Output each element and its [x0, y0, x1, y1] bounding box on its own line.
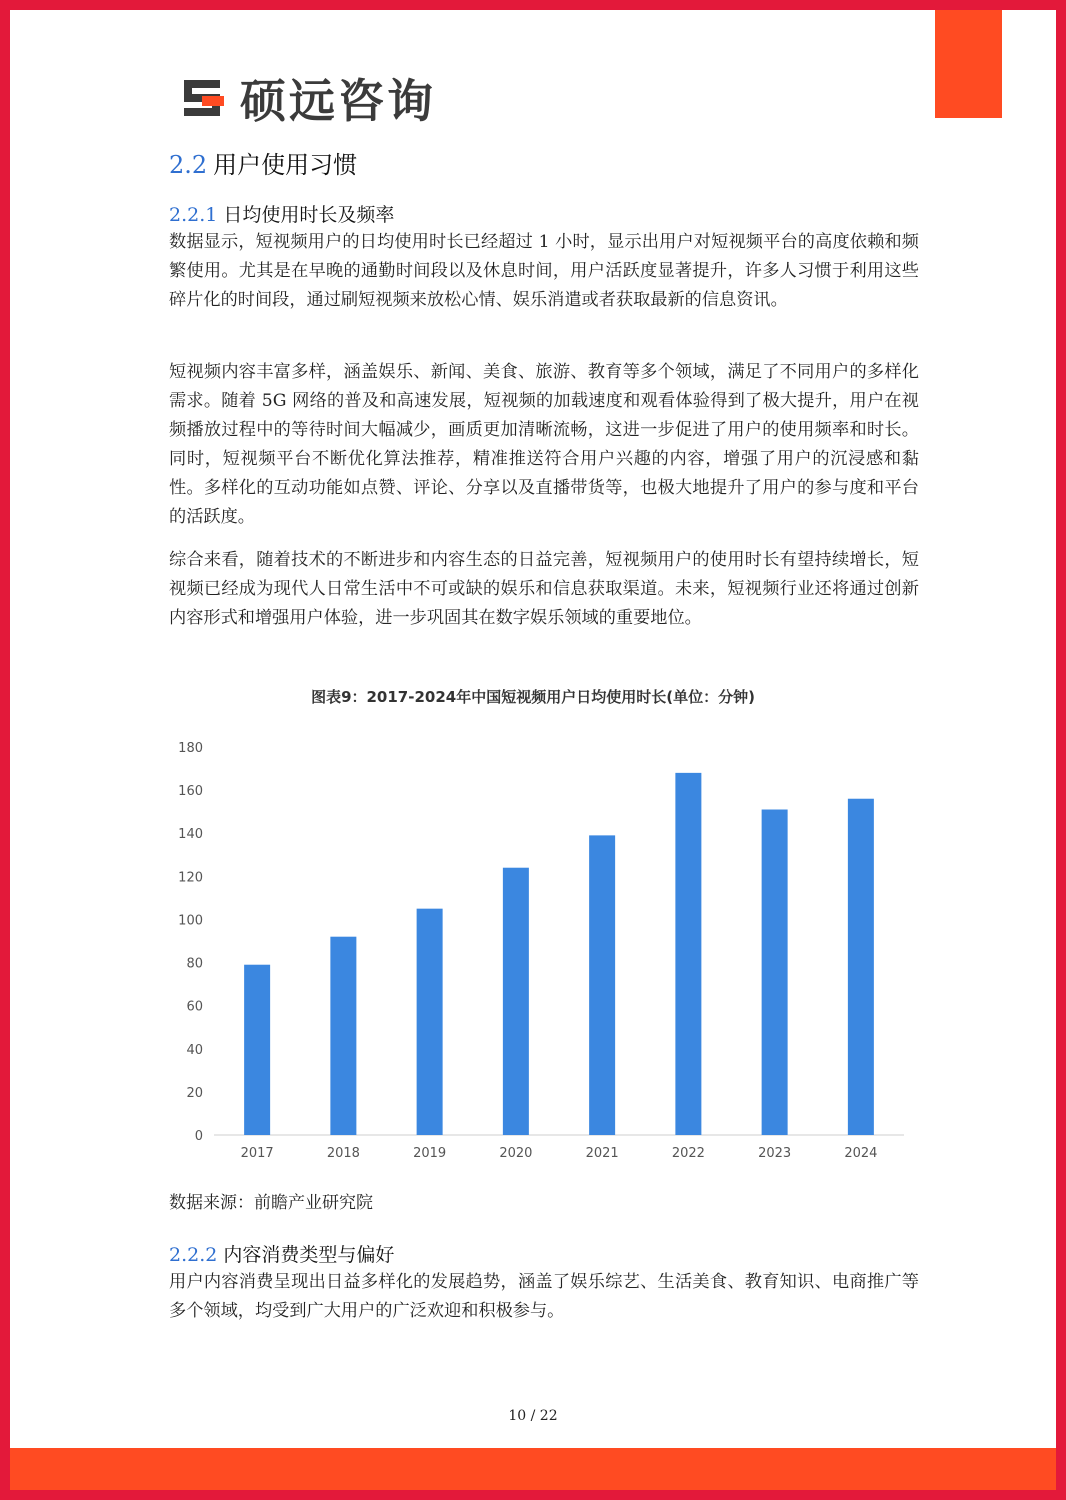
brand-name: 硕远咨询 — [240, 74, 436, 128]
x-tick-label: 2024 — [844, 1146, 878, 1161]
paragraph-2: 短视频内容丰富多样，涵盖娱乐、新闻、美食、旅游、教育等多个领域，满足了不同用户的多样化需求。随着 5G 网络的普及和高速发展，短视频的加载速度和观看体验得到了极大提升，用户在视频播放过程中的等待时间大幅减少，画质更加清晰流畅，这进一步促进了用户的使用频率和时长。同时，短视频平台不断优化算法推荐，精准推送符合用户兴趣的内容，增强了用户的沉浸感和黏性。多样化的互动功能如点赞、评论、分享以及直播带货等，也极大地提升了用户的参与度和平台的活跃度。 — [169, 362, 919, 527]
subsection-title-1: 日均使用时长及频率 — [223, 204, 395, 226]
bar-2017 — [244, 965, 270, 1135]
section-heading — [169, 145, 357, 180]
x-tick-label: 2022 — [671, 1146, 705, 1161]
bar-2020 — [503, 868, 529, 1135]
page-number: 10 / 22 — [508, 1408, 558, 1424]
chart-title: 图表9：2017-2024年中国短视频用户日均使用时长(单位：分钟) — [311, 688, 755, 706]
bar-2021 — [589, 835, 615, 1135]
bar-2022 — [675, 773, 701, 1135]
y-tick-label: 0 — [194, 1129, 203, 1144]
paragraph-1: 数据显示，短视频用户的日均使用时长已经超过 1 小时，显示出用户对短视频平台的高度依赖和频繁使用。尤其是在早晚的通勤时间段以及休息时间，用户活跃度显著提升，许多人习惯于利用这些碎片化的时间段，通过刷短视频来放松心情、娱乐消遣或者获取最新的信息资讯。 — [169, 232, 919, 310]
y-tick-label: 180 — [178, 741, 203, 756]
section-title: 用户使用习惯 — [213, 151, 358, 179]
y-tick-label: 160 — [178, 784, 203, 800]
bar-2019 — [417, 909, 443, 1135]
y-tick-label: 60 — [186, 999, 203, 1015]
subsection-title-2: 内容消费类型与偏好 — [223, 1244, 395, 1266]
bar-2018 — [330, 937, 356, 1135]
bar-chart — [169, 725, 909, 1175]
x-tick-label: 2021 — [585, 1146, 619, 1161]
subsection-heading-1 — [169, 200, 394, 227]
brand-logo — [180, 70, 436, 126]
paragraph-3: 综合来看，随着技术的不断进步和内容生态的日益完善，短视频用户的使用时长有望持续增长，短视频已经成为现代人日常生活中不可或缺的娱乐和信息获取渠道。未来，短视频行业还将通过创新内容形式和增强用户体验，进一步巩固其在数字娱乐领域的重要地位。 — [169, 550, 919, 628]
y-tick-label: 20 — [186, 1085, 203, 1101]
x-tick-label: 2018 — [326, 1146, 360, 1161]
x-tick-label: 2019 — [413, 1146, 447, 1161]
brand-logo-icon — [180, 76, 228, 120]
bar-2024 — [848, 799, 874, 1135]
document-page — [10, 10, 1056, 1490]
footer-bar — [10, 1448, 1056, 1490]
data-source: 数据来源：前瞻产业研究院 — [169, 1193, 373, 1213]
subsection-number-1: 2.2.1 — [169, 204, 218, 226]
x-tick-label: 2023 — [758, 1146, 792, 1161]
y-tick-label: 100 — [178, 913, 203, 929]
corner-accent-block — [935, 10, 1002, 118]
section-number: 2.2 — [169, 151, 208, 179]
y-tick-label: 140 — [178, 827, 203, 843]
x-tick-label: 2020 — [499, 1146, 533, 1161]
y-tick-label: 80 — [186, 956, 203, 972]
bar-2023 — [762, 810, 788, 1135]
y-tick-label: 120 — [178, 870, 203, 886]
x-tick-label: 2017 — [240, 1146, 274, 1161]
subsection-number-2: 2.2.2 — [169, 1244, 218, 1266]
y-tick-label: 40 — [186, 1042, 203, 1058]
paragraph-4: 用户内容消费呈现出日益多样化的发展趋势，涵盖了娱乐综艺、生活美食、教育知识、电商推广等多个领域，均受到广大用户的广泛欢迎和积极参与。 — [169, 1272, 919, 1321]
subsection-heading-2 — [169, 1240, 394, 1267]
